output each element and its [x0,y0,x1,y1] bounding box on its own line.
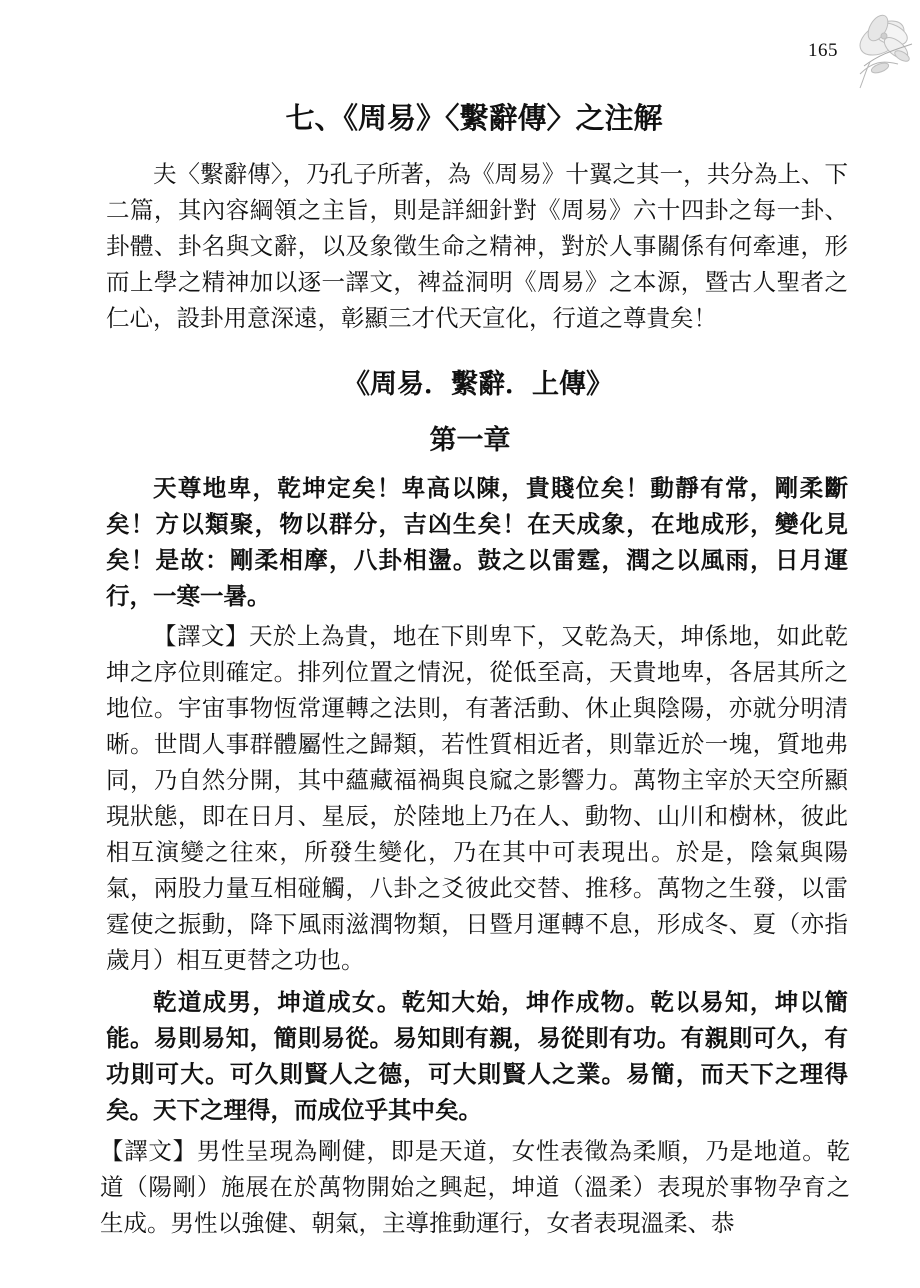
translation-paragraph-2 [100,1133,850,1241]
translation-paragraph [106,618,848,978]
translation-marker-2: 【譯文】 [100,1137,197,1165]
page-number: 165 [808,40,838,61]
classic-text-paragraph: 天尊地卑，乾坤定矣！卑高以陳，貴賤位矣！動靜有常，剛柔斷矣！方以類聚，物以群分，吉凶生矣！在天成象，在地成形，變化見矣！是故：剛柔相摩，八卦相盪。鼓之以雷霆，潤之以風雨，日月運行，一寒一暑。 [106,474,848,610]
section-title: 《周易．繫辭．上傳》 [343,369,613,400]
chapter-title: 第一章 [429,425,511,456]
translation-text: 天於上為貴，地在下則卑下，又乾為天，坤係地，如此乾坤之序位則確定。排列位置之情況，從低至高，天貴地卑，各居其所之地位。宇宙事物恆常運轉之法則，有著活動、休止與陰陽，亦就分明清晰。世間人事群體屬性之歸類，若性質相近者，則靠近於一塊，質地弗同，乃自然分開，其中蘊藏福禍與良窳之影響力。萬物主宰於天空所顯現狀態，即在日月、星辰，於陸地上乃在人、動物、山川和樹林，彼此相互演變之往來，所發生變化，乃在其中可表現出。於是，陰氣與陽氣，兩股力量互相碰觸，八卦之爻彼此交替、推移。萬物之生發，以雷霆使之振動，降下風雨滋潤物類，日暨月運轉不息，形成冬、夏（亦指歲月）相互更替之功也。 [106,622,849,974]
classic-text-paragraph-2: 乾道成男，坤道成女。乾知大始，坤作成物。乾以易知，坤以簡能。易則易知，簡則易從。易知則有親，易從則有功。有親則可久，有功則可大。可久則賢人之德，可大則賢人之業。易簡，而天下之理得矣。天下之理得，而成位乎其中矣。 [106,988,848,1124]
translation-text-2: 男性呈現為剛健，即是天道，女性表徵為柔順，乃是地道。乾道（陽剛）施展在於萬物開始之興起，坤道（溫柔）表現於事物孕育之生成。男性以強健、朝氣，主導推動運行，女者表現溫柔、恭 [100,1137,851,1237]
translation-marker: 【譯文】 [153,622,249,650]
main-title: 七、《周易》〈繫辭傳〉之注解 [285,101,663,135]
intro-paragraph: 夫〈繫辭傳〉，乃孔子所著，為《周易》十翼之其一，共分為上、下二篇，其內容綱領之主旨，則是詳細針對《周易》六十四卦之每一卦、卦體、卦名與文辭，以及象徵生命之精神，對於人事關係有何牽連，形而上學之精神加以逐一譯文，裨益洞明《周易》之本源，暨古人聖者之仁心，設卦用意深遠，彰顯三才代天宣化，行道之尊貴矣！ [106,160,848,332]
